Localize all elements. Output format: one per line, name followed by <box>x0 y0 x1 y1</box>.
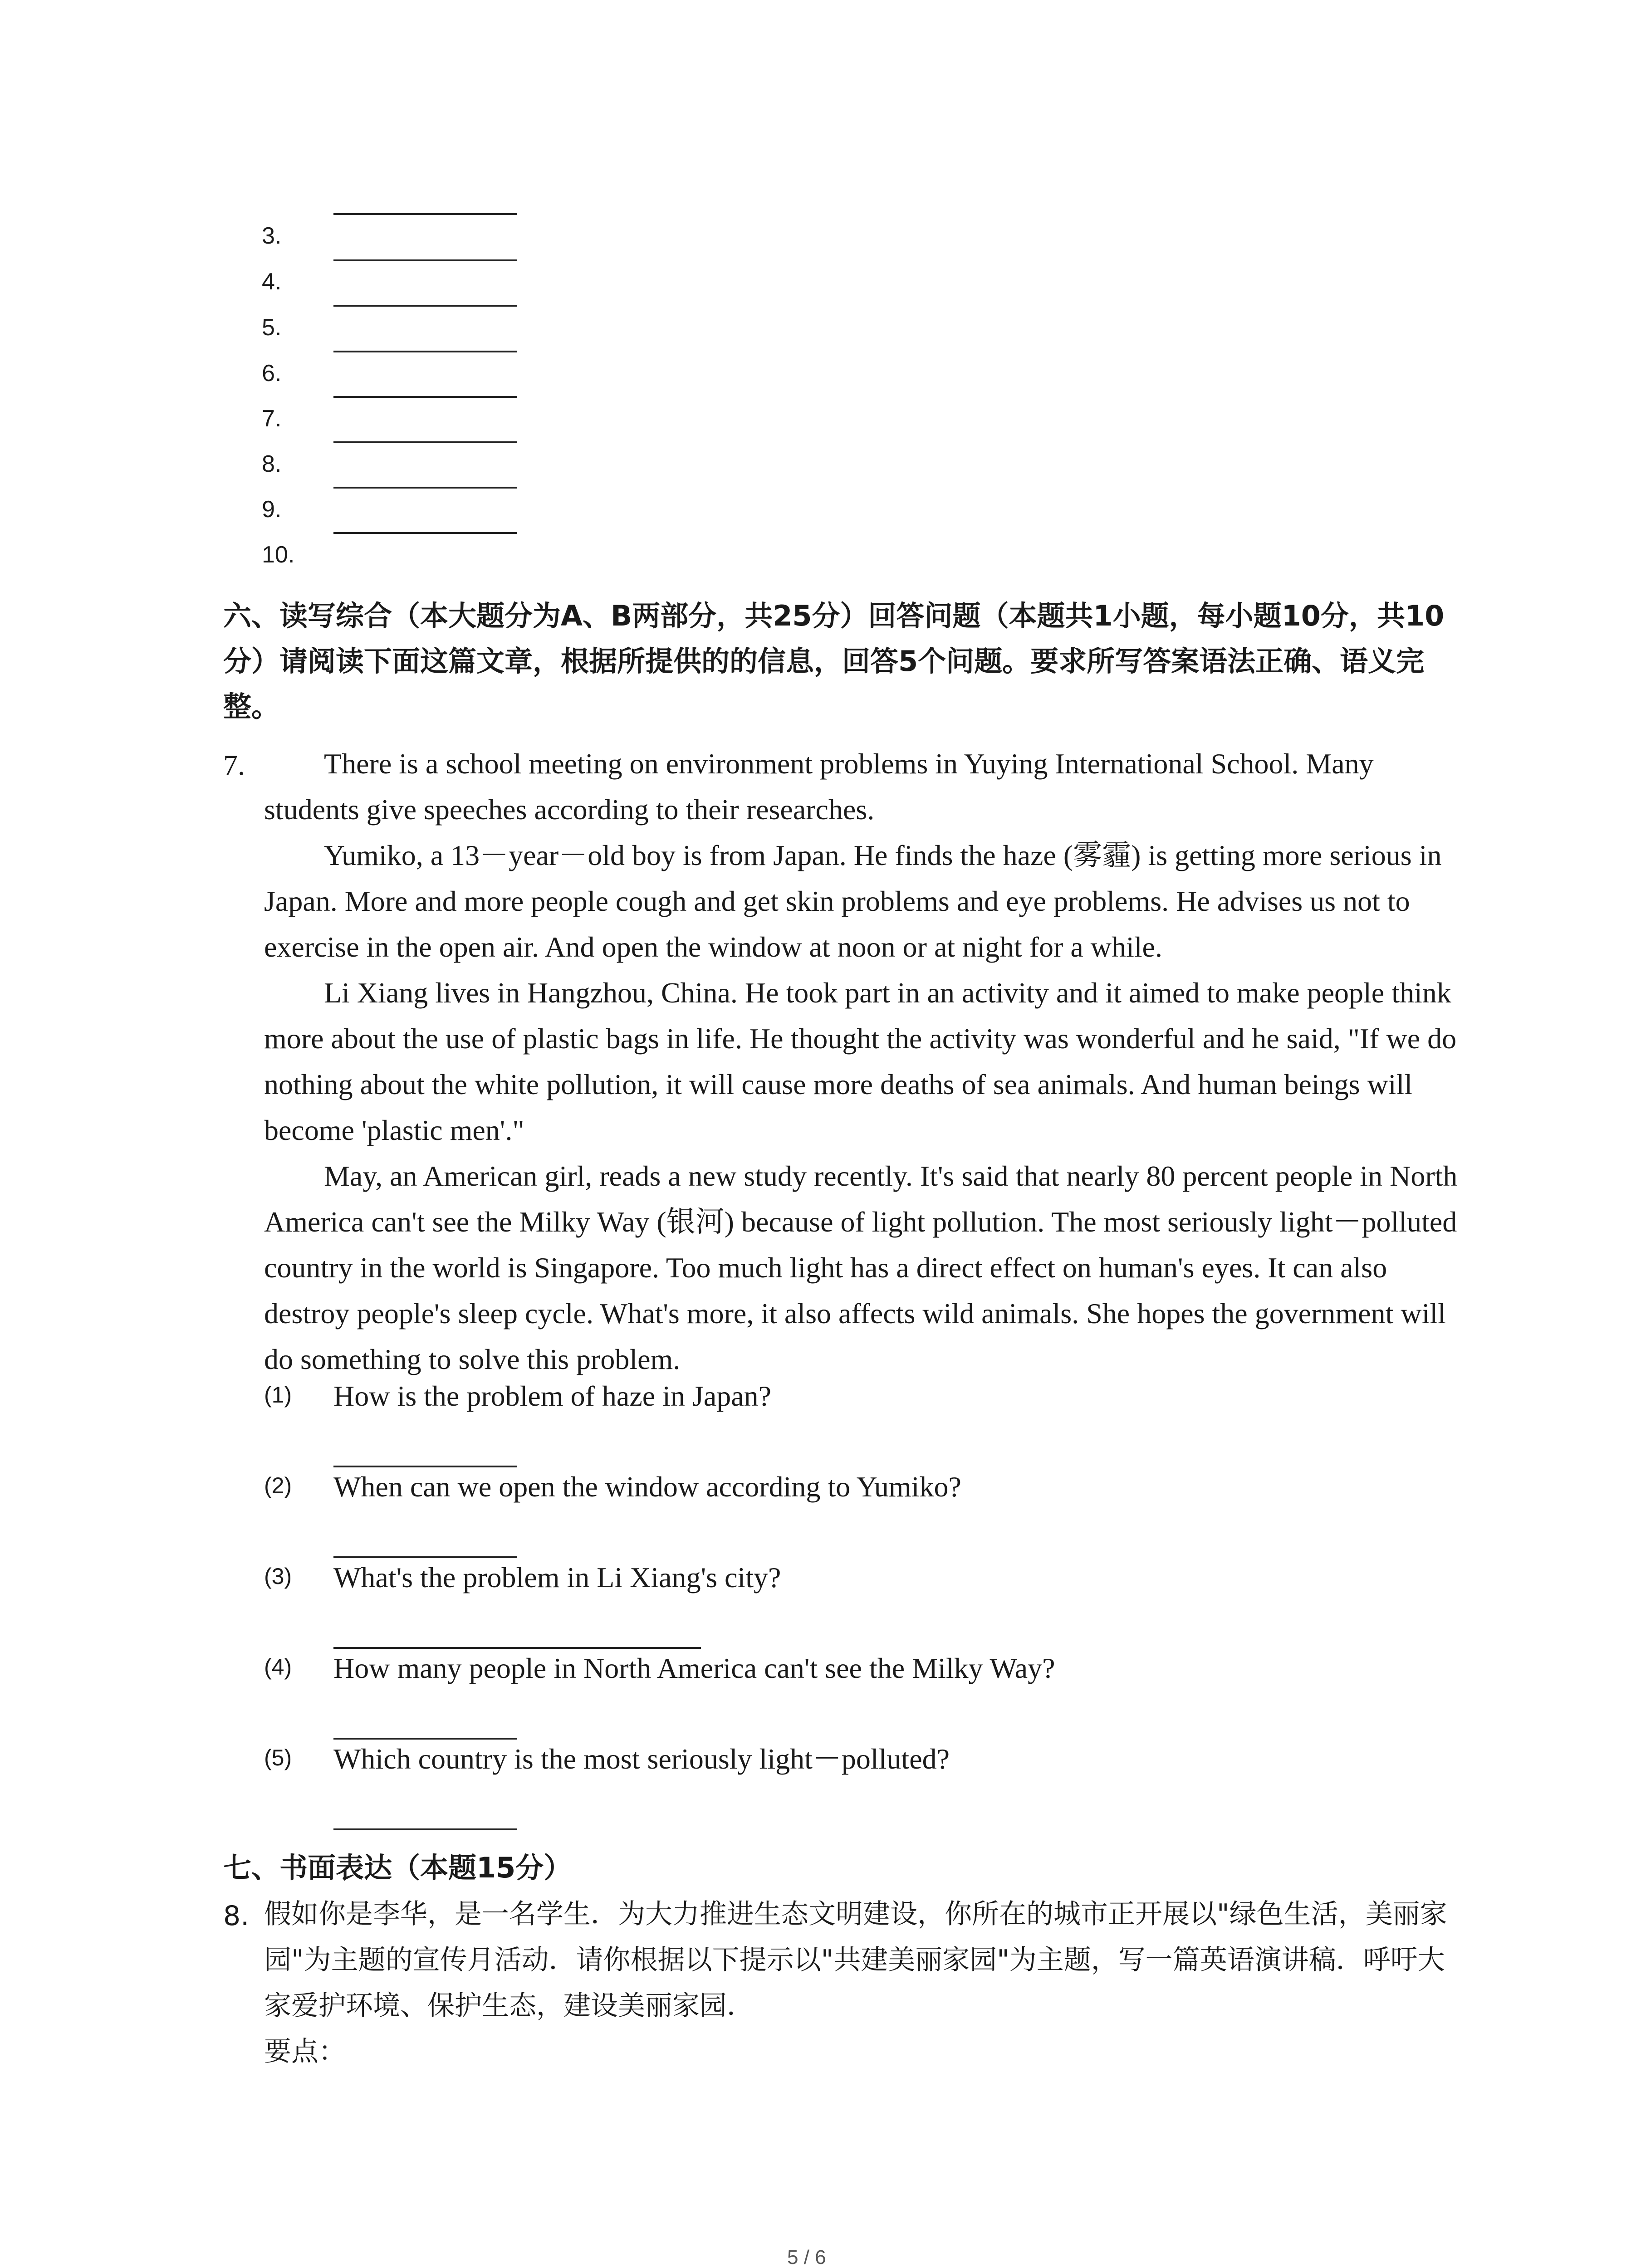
answer-blank-line[interactable] <box>333 213 517 215</box>
sub-question-text: When can we open the window according to Yumiko? <box>333 1471 961 1503</box>
section-six-heading: 六、读写综合（本大题分为A、B两部分，共25分）回答问题（本题共1小题，每小题10分，共10分）请阅读下面这篇文章，根据所提供的的信息，回答5个问题。要求所写答案语法正确、语义完整。 <box>223 599 1445 723</box>
sub-question-number: (5) <box>264 1745 292 1770</box>
answer-blank-line[interactable] <box>333 351 517 352</box>
blank-number: 7. <box>262 406 282 432</box>
answer-blank-line[interactable] <box>333 305 517 307</box>
sub-question-text: Which country is the most seriously light－polluted? <box>333 1743 950 1775</box>
sub-question-text: How many people in North America can't see the Milky Way? <box>333 1652 1055 1684</box>
passage-paragraph: There is a school meeting on environment problems in Yuying International School. Many students give speeches according to their researches. <box>264 748 1374 826</box>
answer-blank-line[interactable] <box>333 1828 517 1830</box>
answer-blank-line[interactable] <box>333 441 517 443</box>
writing-prompt <box>264 1892 1462 2075</box>
blank-number: 8. <box>262 451 282 477</box>
section-seven-heading: 七、书面表达（本题15分） <box>223 1851 572 1884</box>
answer-blank-line[interactable] <box>333 1556 517 1558</box>
answer-blank-line[interactable] <box>333 1647 701 1649</box>
answer-blank-line[interactable] <box>333 396 517 398</box>
answer-blank-line[interactable] <box>333 259 517 261</box>
reading-passage <box>264 741 1462 1382</box>
sub-question-number: (3) <box>264 1564 292 1589</box>
passage-paragraph: May, an American girl, reads a new study recently. It's said that nearly 80 percent people in North America can't see the Milky Way (银河) because of light pollution. The most seriously light－polluted country in the world is Singapore. Too much light has a direct effect on human's eyes. It can also destroy people's sleep cycle. What's more, it also affects wild animals. She hopes the government will do something to solve this problem. <box>264 1160 1458 1375</box>
blank-number: 5. <box>262 314 282 341</box>
page-number: 5 / 6 <box>787 2246 826 2268</box>
blank-number: 3. <box>262 223 282 249</box>
sub-question-number: (1) <box>264 1382 292 1408</box>
blank-number: 9. <box>262 496 282 523</box>
sub-question-text: How is the problem of haze in Japan? <box>333 1380 772 1412</box>
blank-number: 6. <box>262 360 282 386</box>
answer-blank-line[interactable] <box>333 1466 517 1467</box>
writing-prompt-text: 假如你是李华，是一名学生．为大力推进生态文明建设，你所在的城市正开展以"绿色生活，美丽家园"为主题的宣传月活动．请你根据以下提示以"共建美丽家园"为主题，写一篇英语演讲稿．呼吁大家爱护环境、保护生态，建设美丽家园． <box>264 1898 1447 2022</box>
answer-blank-line[interactable] <box>333 487 517 489</box>
sub-question-number: (2) <box>264 1473 292 1498</box>
answer-blank-line[interactable] <box>333 1738 517 1740</box>
question-number: 7. <box>223 749 245 781</box>
passage-paragraph: Li Xiang lives in Hangzhou, China. He took part in an activity and it aimed to make people think more about the use of plastic bags in life. He thought the activity was wonderful and he said, "If we do nothing about the white pollution, it will cause more deaths of sea animals. And human beings will become 'plastic men'." <box>264 977 1457 1146</box>
passage-paragraph: Yumiko, a 13－year－old boy is from Japan. He finds the haze (雾霾) is getting more serious in Japan. More and more people cough and get skin problems and eye problems. He advises us not to exercise in the open air. And open the window at noon or at night for a while. <box>264 839 1442 963</box>
sub-question-number: (4) <box>264 1654 292 1680</box>
question-number: 8. <box>223 1900 250 1932</box>
writing-points-label: 要点： <box>264 2036 346 2068</box>
blank-number: 10. <box>262 542 295 568</box>
answer-blank-line[interactable] <box>333 532 517 534</box>
sub-question-text: What's the problem in Li Xiang's city? <box>333 1561 781 1593</box>
blank-number: 4. <box>262 269 282 295</box>
